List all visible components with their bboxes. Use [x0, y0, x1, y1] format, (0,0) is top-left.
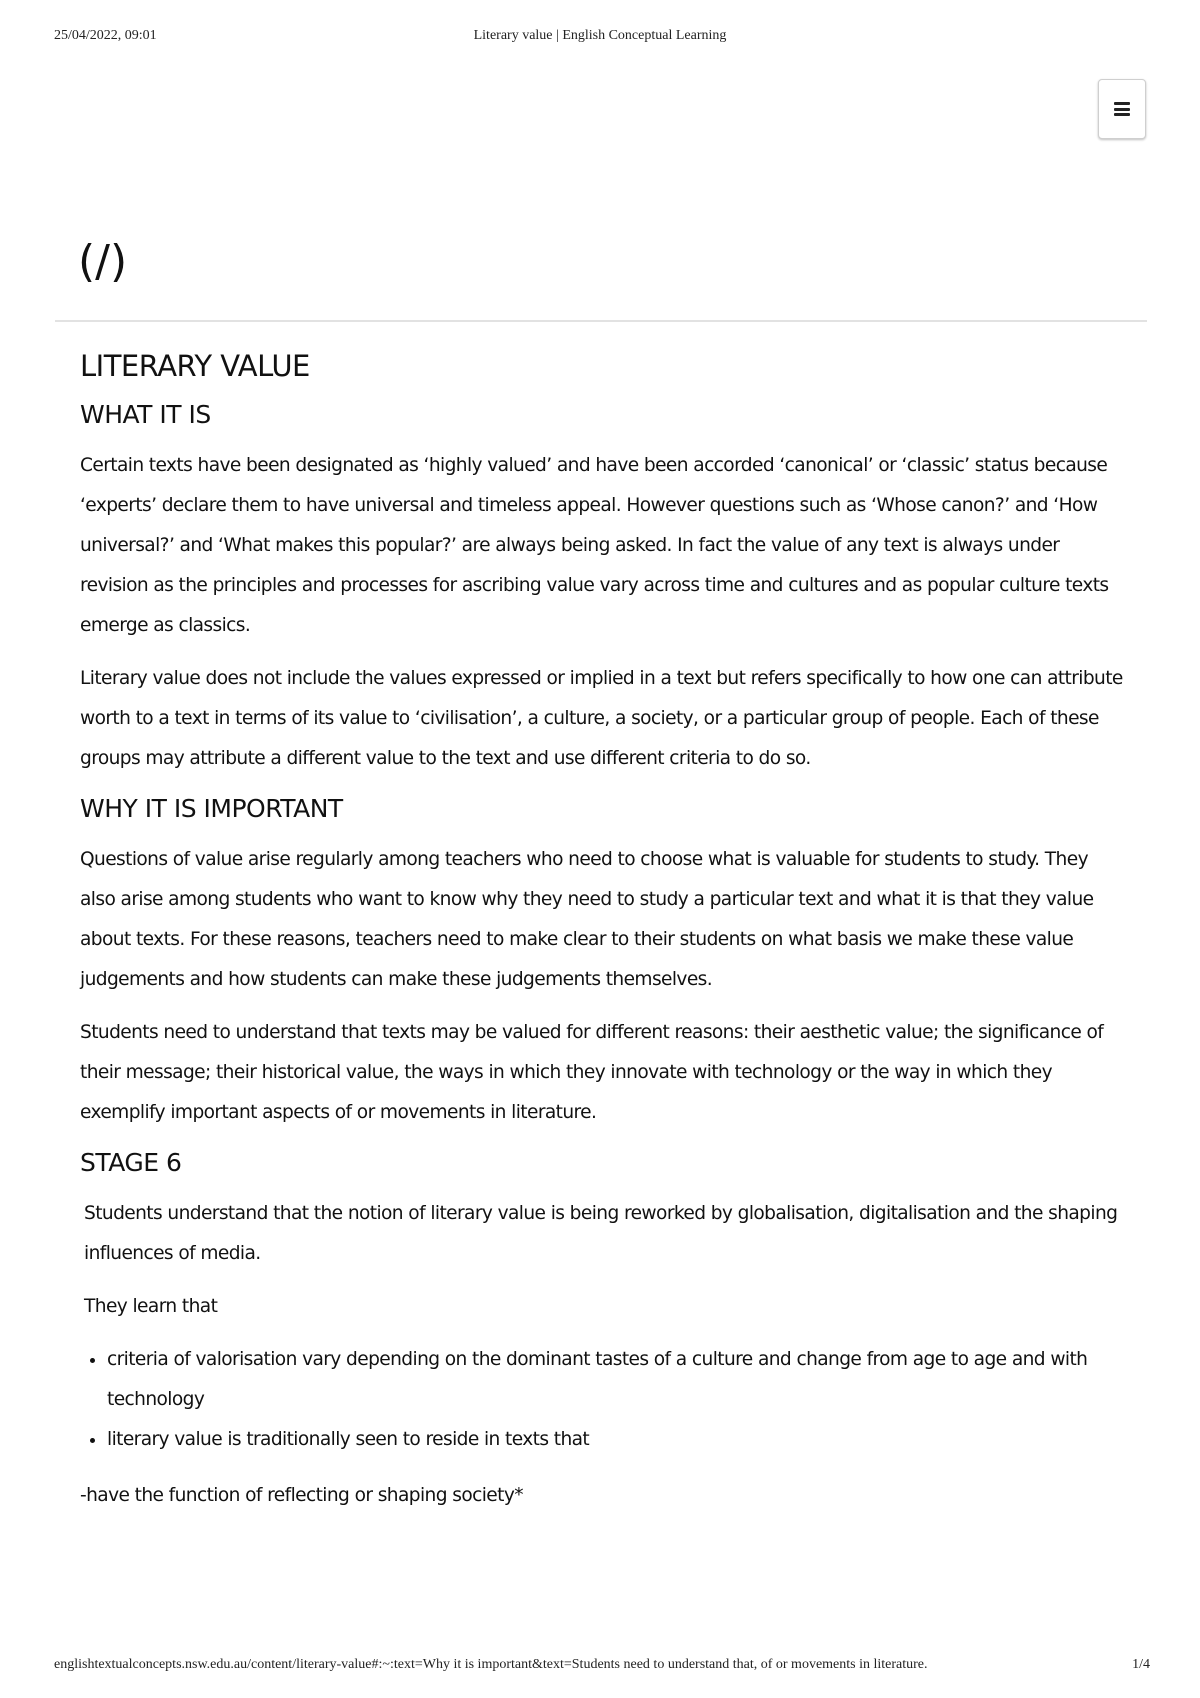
print-page-number: 1/4	[1132, 1657, 1150, 1672]
stage6-bullet-list	[80, 1340, 1126, 1460]
home-link[interactable]: (/)	[78, 236, 128, 287]
main-content	[80, 342, 1126, 1529]
hamburger-icon	[1114, 102, 1130, 116]
stage6-dash-line: -have the function of reflecting or shaping society*	[80, 1485, 523, 1506]
why-important-paragraph: Questions of value arise regularly among teachers who need to choose what is valuable for students to study. They also arise among students who want to know why they need to study a particular text and what it is that they value about texts. For these reasons, teachers need to make clear to their students on what basis we make these value judgements and how students can make these judgements themselves.	[80, 849, 1094, 990]
what-it-is-paragraph: Literary value does not include the values expressed or implied in a text but refers specifically to how one can attribute worth to a text in terms of its value to ‘civilisation’, a culture, a society, or a particular group of people. Each of these groups may attribute a different value to the text and use different criteria to do so.	[80, 668, 1123, 769]
print-page-title: Literary value | English Conceptual Learning	[473, 28, 727, 43]
header-divider	[55, 320, 1147, 322]
stage6-intro: Students understand that the notion of literary value is being reworked by globalisation, digitalisation and the shaping influences of media.	[84, 1203, 1118, 1264]
stage6-lead: They learn that	[84, 1296, 218, 1317]
menu-button[interactable]	[1098, 79, 1146, 139]
what-it-is-heading: WHAT IT IS	[80, 400, 211, 429]
print-url: englishtextualconcepts.nsw.edu.au/content/literary-value#:~:text=Why it is important&text=Students need to understand that, of or movements in literature.	[54, 1657, 928, 1672]
page-title: LITERARY VALUE	[80, 349, 310, 383]
list-item: • literary value is traditionally seen to reside in texts that	[107, 1420, 1126, 1460]
why-important-paragraph: Students need to understand that texts may be valued for different reasons: their aesthetic value; the significance of their message; their historical value, the ways in which they innovate with technology or the way in which they exemplify important aspects of or movements in literature.	[80, 1022, 1104, 1123]
print-footer	[0, 1657, 1200, 1677]
list-item: • criteria of valorisation vary depending on the dominant tastes of a culture and change from age to age and with technology	[107, 1340, 1126, 1420]
print-header	[0, 28, 1200, 48]
what-it-is-paragraph: Certain texts have been designated as ‘highly valued’ and have been accorded ‘canonical’ or ‘classic’ status because ‘experts’ declare them to have universal and timeless appeal. However questions such as ‘Whose canon?’ and ‘How universal?’ and ‘What makes this popular?’ are always being asked. In fact the value of any text is always under revision as the principles and processes for ascribing value vary across time and cultures and as popular culture texts emerge as classics.	[80, 455, 1109, 636]
why-important-heading: WHY IT IS IMPORTANT	[80, 794, 343, 823]
print-datetime: 25/04/2022, 09:01	[54, 28, 157, 43]
stage6-block	[84, 1194, 1126, 1327]
stage6-heading: STAGE 6	[80, 1148, 182, 1177]
